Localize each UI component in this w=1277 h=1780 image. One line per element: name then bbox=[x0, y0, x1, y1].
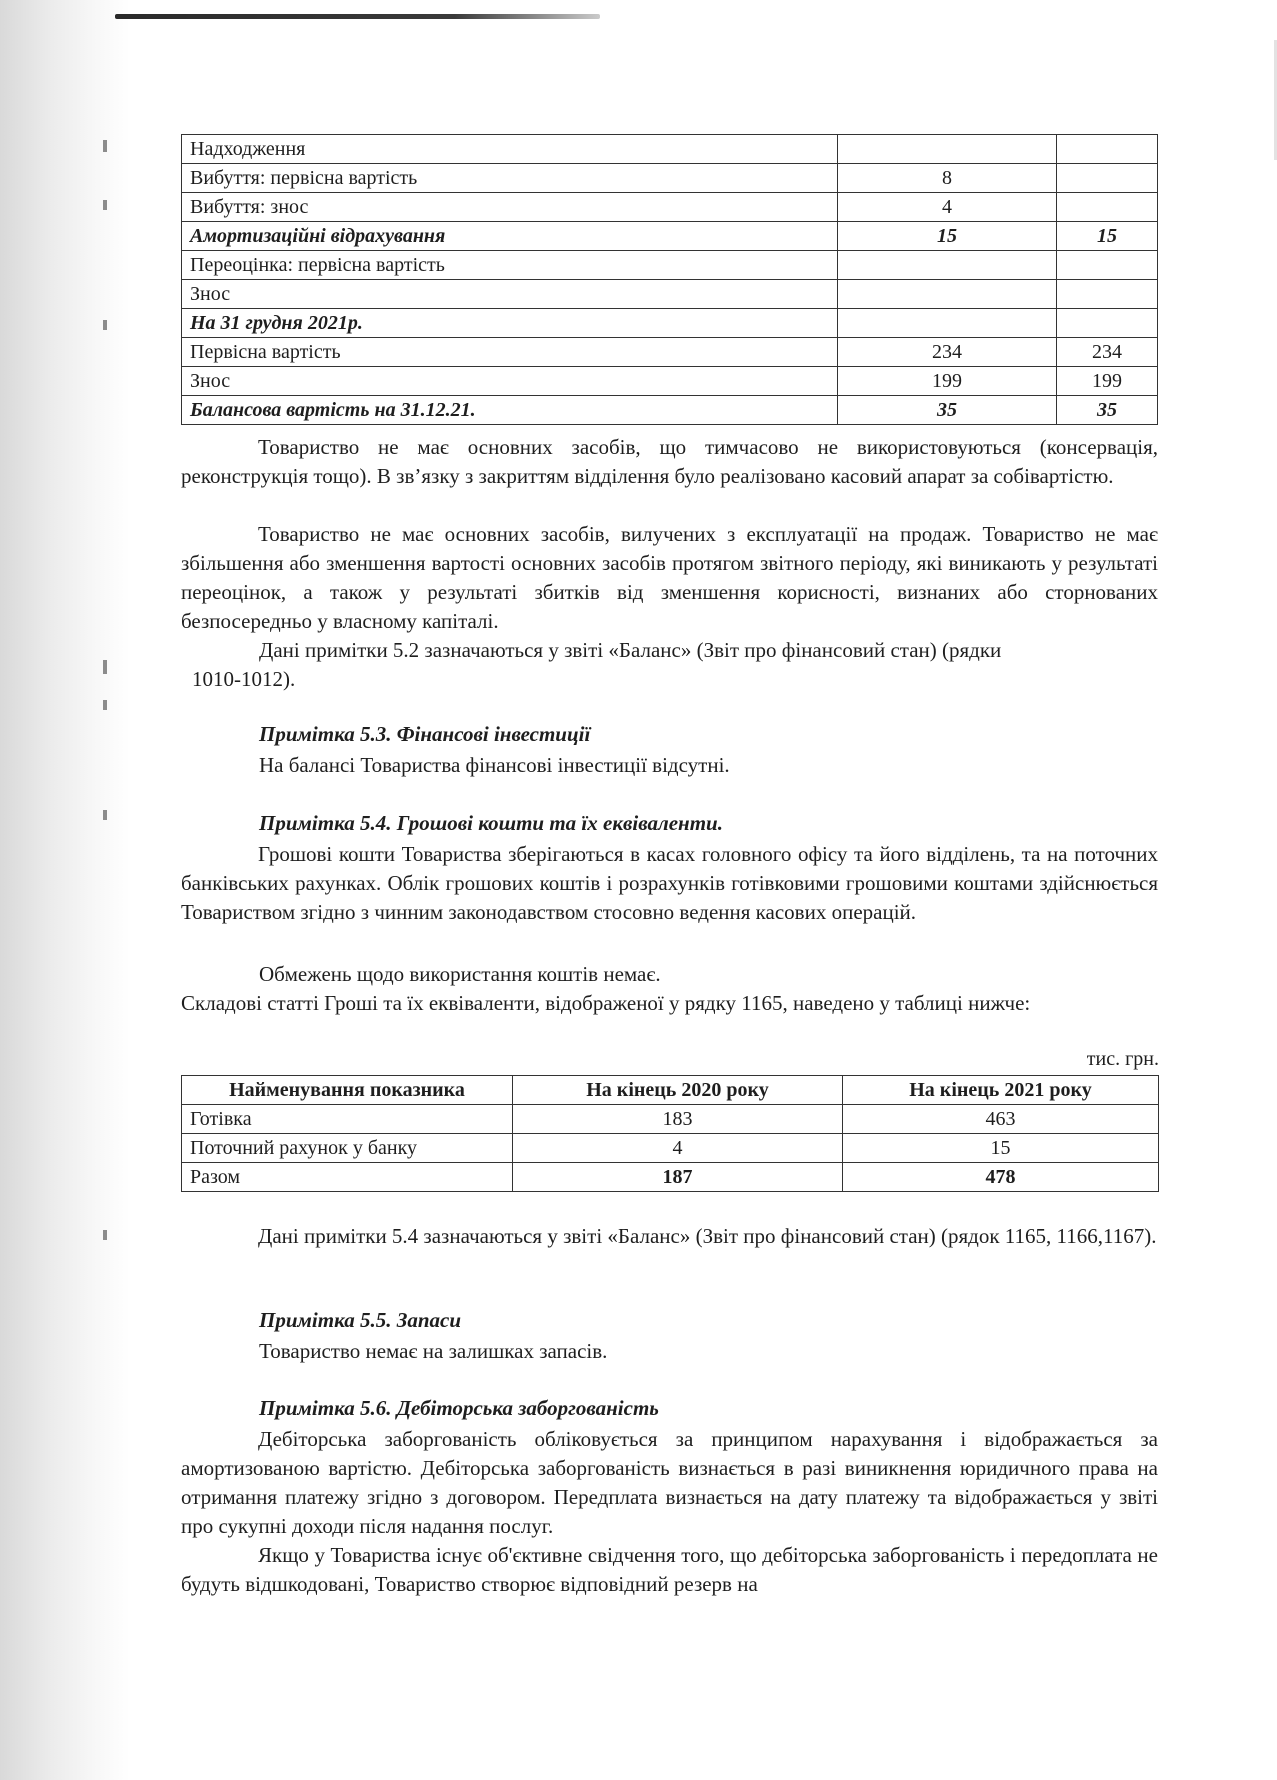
asset-row-value-2 bbox=[1057, 193, 1158, 222]
heading-note-5-4: Примітка 5.4. Грошові кошти та їх еквіваленти. bbox=[259, 811, 723, 835]
paragraph-receivables-impairment: Якщо у Товариства існує об'єктивне свідчення того, що дебіторська заборгованість і передоплата не будуть відшкодовані, Товариство створює відповідний резерв на bbox=[181, 1543, 1158, 1596]
heading-note-5-6: Примітка 5.6. Дебіторська заборгованість bbox=[259, 1396, 659, 1420]
asset-row-label: Первісна вартість bbox=[182, 338, 838, 367]
cash-row-label: Поточний рахунок у банку bbox=[182, 1134, 513, 1163]
paragraph-note-5-5: Товариство немає на залишках запасів. bbox=[259, 1339, 608, 1363]
table-row bbox=[182, 1134, 1159, 1163]
table-row bbox=[182, 280, 1158, 309]
asset-row-value-2: 199 bbox=[1057, 367, 1158, 396]
paragraph-conservation: Товариство не має основних засобів, що тимчасово не використовуються (консервація, реконструкція тощо). В зв’язку з закриттям відділення було реалізовано касовий апарат за собівартістю. bbox=[181, 435, 1158, 488]
asset-row-value-1: 4 bbox=[838, 193, 1057, 222]
asset-row-value-1 bbox=[838, 309, 1057, 338]
table-row bbox=[182, 1163, 1159, 1192]
paragraph-note-5-3: На балансі Товариства фінансові інвестиції відсутні. bbox=[259, 753, 730, 777]
paragraph-no-assets-for-sale: Товариство не має основних засобів, вилучених з експлуатації на продаж. Товариство не має збільшення або зменшення вартості основних засобів протягом звітного періоду, які виникають у результаті переоцінок, а також у результаті збитків від зменшення корисності, визнаних або сторнованих безпосередньо у власному капіталі. bbox=[181, 522, 1158, 633]
edge-mark bbox=[103, 810, 107, 820]
paragraph-note-54-ref: Дані примітки 5.4 зазначаються у звіті «Баланс» (Звіт про фінансовий стан) (рядок 1165, 1166,1167). bbox=[258, 1224, 1157, 1248]
scan-top-line bbox=[115, 14, 600, 19]
table-row bbox=[182, 396, 1158, 425]
edge-mark bbox=[103, 700, 107, 710]
asset-row-label: Балансова вартість на 31.12.21. bbox=[182, 396, 838, 425]
cash-table-header-indicator: Найменування показника bbox=[182, 1076, 513, 1105]
asset-row-label: Амортизаційні відрахування bbox=[182, 222, 838, 251]
asset-row-label: На 31 грудня 2021р. bbox=[182, 309, 838, 338]
cash-table-header-row bbox=[182, 1076, 1159, 1105]
fixed-assets-table bbox=[181, 134, 1158, 425]
cash-table-header-2020: На кінець 2020 року bbox=[513, 1076, 843, 1105]
asset-row-value-2: 234 bbox=[1057, 338, 1158, 367]
cash-row-label: Готівка bbox=[182, 1105, 513, 1134]
cash-row-2021: 15 bbox=[843, 1134, 1159, 1163]
table-row bbox=[182, 338, 1158, 367]
asset-row-value-1: 8 bbox=[838, 164, 1057, 193]
paragraph-no-restrictions: Обмежень щодо використання коштів немає. bbox=[259, 962, 661, 986]
asset-row-value-2 bbox=[1057, 251, 1158, 280]
paragraph-note-52-ref-line1: Дані примітки 5.2 зазначаються у звіті «Баланс» (Звіт про фінансовий стан) (рядки bbox=[259, 638, 1002, 662]
asset-row-value-1: 15 bbox=[838, 222, 1057, 251]
edge-mark bbox=[103, 320, 107, 330]
heading-note-5-3: Примітка 5.3. Фінансові інвестиції bbox=[259, 722, 591, 746]
scan-shadow-left bbox=[0, 0, 130, 1780]
paragraph-note-52-ref-line2: 1010-1012). bbox=[192, 667, 296, 691]
asset-row-label: Вибуття: первісна вартість bbox=[182, 164, 838, 193]
table-row bbox=[182, 367, 1158, 396]
asset-row-value-2 bbox=[1057, 309, 1158, 338]
units-label: тис. грн. bbox=[1086, 1048, 1159, 1070]
table-row bbox=[182, 135, 1158, 164]
asset-row-label: Вибуття: знос bbox=[182, 193, 838, 222]
asset-row-label: Знос bbox=[182, 367, 838, 396]
cash-row-2020: 4 bbox=[513, 1134, 843, 1163]
edge-mark bbox=[103, 200, 107, 210]
asset-row-value-2 bbox=[1057, 280, 1158, 309]
cash-table bbox=[181, 1075, 1159, 1192]
asset-row-value-1: 199 bbox=[838, 367, 1057, 396]
table-row bbox=[182, 309, 1158, 338]
asset-row-value-2: 15 bbox=[1057, 222, 1158, 251]
edge-mark bbox=[103, 140, 107, 152]
cash-row-2020: 183 bbox=[513, 1105, 843, 1134]
asset-row-value-1: 234 bbox=[838, 338, 1057, 367]
cash-table-header-2021: На кінець 2021 року bbox=[843, 1076, 1159, 1105]
table-row bbox=[182, 222, 1158, 251]
table-row bbox=[182, 164, 1158, 193]
paragraph-receivables: Дебіторська заборгованість обліковується за принципом нарахування і відображається за амортизованою вартістю. Дебіторська заборгованість визнається в разі виникнення юридичного права на отримання платежу згідно з договором. Передплата визнається на дату платежу та відображається у звіті про сукупні доходи після надання послуг. bbox=[181, 1427, 1158, 1538]
heading-note-5-5: Примітка 5.5. Запаси bbox=[259, 1308, 462, 1332]
cash-total-2021: 478 bbox=[843, 1163, 1159, 1192]
asset-row-label: Знос bbox=[182, 280, 838, 309]
asset-row-value-2 bbox=[1057, 164, 1158, 193]
asset-row-value-1 bbox=[838, 251, 1057, 280]
asset-row-value-2 bbox=[1057, 135, 1158, 164]
asset-row-value-1 bbox=[838, 280, 1057, 309]
asset-row-value-1 bbox=[838, 135, 1057, 164]
asset-row-value-1: 35 bbox=[838, 396, 1057, 425]
paragraph-cash-storage: Грошові кошти Товариства зберігаються в касах головного офісу та його відділень, та на поточних банківських рахунках. Облік грошових коштів і розрахунків готівковими грошовими коштами здійснюється Товариством згідно з чинним законодавством стосовно ведення касових операцій. bbox=[181, 842, 1158, 924]
edge-mark bbox=[103, 1230, 107, 1240]
table-row bbox=[182, 193, 1158, 222]
asset-row-value-2: 35 bbox=[1057, 396, 1158, 425]
cash-total-2020: 187 bbox=[513, 1163, 843, 1192]
asset-row-label: Надходження bbox=[182, 135, 838, 164]
paragraph-cash-components: Складові статті Гроші та їх еквіваленти, відображеної у рядку 1165, наведено у таблиці нижче: bbox=[181, 991, 1031, 1015]
fixed-assets-table-body bbox=[182, 135, 1158, 425]
table-row bbox=[182, 251, 1158, 280]
table-row bbox=[182, 1105, 1159, 1134]
asset-row-label: Переоцінка: первісна вартість bbox=[182, 251, 838, 280]
cash-total-label: Разом bbox=[182, 1163, 513, 1192]
cash-row-2021: 463 bbox=[843, 1105, 1159, 1134]
edge-mark bbox=[103, 660, 107, 674]
